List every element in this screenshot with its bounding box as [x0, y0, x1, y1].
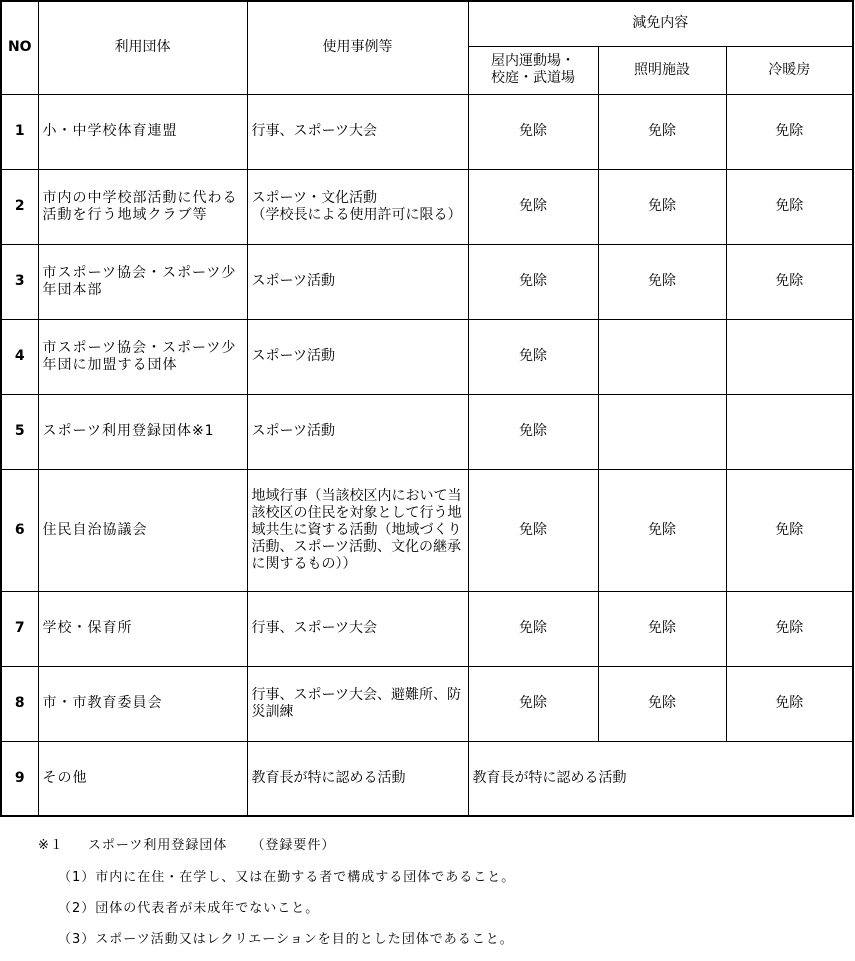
row-lighting-value: 免除	[598, 244, 726, 319]
table-row	[1, 94, 853, 169]
table-row	[1, 469, 853, 591]
row-organization: その他	[38, 741, 247, 816]
row-example: スポーツ・文化活動 （学校長による使用許可に限る）	[247, 169, 468, 244]
footnote-title-text: スポーツ利用登録団体	[87, 838, 228, 853]
row-aircon-value: 免除	[726, 169, 853, 244]
row-lighting-value: 免除	[598, 169, 726, 244]
table-row	[1, 666, 853, 741]
row-lighting-value	[598, 319, 726, 394]
footnote-item: （2）団体の代表者が未成年でないこと。	[58, 901, 320, 916]
table-row	[1, 169, 853, 244]
row-aircon-value: 免除	[726, 469, 853, 591]
row-aircon-value: 免除	[726, 244, 853, 319]
row-organization: スポーツ利用登録団体※1	[38, 394, 247, 469]
row-aircon-value: 免除	[726, 591, 853, 666]
row-lighting-value	[598, 394, 726, 469]
row-example: スポーツ活動	[247, 394, 468, 469]
table-row	[1, 741, 853, 816]
header-facility-indoor-line2: 校庭・武道場	[491, 70, 575, 86]
row-indoor-value: 免除	[468, 94, 598, 169]
row-lighting-value: 免除	[598, 94, 726, 169]
row-no: 3	[1, 244, 38, 319]
row-indoor-value: 免除	[468, 244, 598, 319]
row-example: 行事、スポーツ大会	[247, 94, 468, 169]
footnote-title	[38, 836, 515, 856]
footnote-requirement-label: （登録要件）	[251, 838, 336, 853]
row-no: 8	[1, 666, 38, 741]
table-row	[1, 244, 853, 319]
row-organization: 市スポーツ協会・スポーツ少年団本部	[38, 244, 247, 319]
row-no: 7	[1, 591, 38, 666]
row-example: スポーツ活動	[247, 244, 468, 319]
row-organization: 市・市教育委員会	[38, 666, 247, 741]
row-no: 5	[1, 394, 38, 469]
table-row	[1, 319, 853, 394]
header-exemption: 減免内容	[468, 1, 853, 46]
row-organization: 住民自治協議会	[38, 469, 247, 591]
header-use-examples: 使用事例等	[247, 1, 468, 94]
row-lighting-value: 免除	[598, 469, 726, 591]
row-exemption-span: 教育長が特に認める活動	[468, 741, 853, 816]
row-example: 地域行事（当該校区内において当該校区の住民を対象として行う地域共生に資する活動（地域づくり活動、スポーツ活動、文化の継承に関するもの））	[247, 469, 468, 591]
table-row	[1, 394, 853, 469]
row-example: 行事、スポーツ大会、避難所、防災訓練	[247, 666, 468, 741]
row-aircon-value: 免除	[726, 666, 853, 741]
header-row-1	[1, 1, 853, 46]
row-no: 9	[1, 741, 38, 816]
row-lighting-value: 免除	[598, 666, 726, 741]
header-no: NO	[1, 1, 38, 94]
footnote-item: （1）市内に在住・在学し、又は在勤する者で構成する団体であること。	[58, 870, 516, 885]
footnote-marker: ※１	[38, 838, 64, 853]
row-aircon-value: 免除	[726, 94, 853, 169]
row-no: 1	[1, 94, 38, 169]
row-indoor-value: 免除	[468, 169, 598, 244]
row-example: 行事、スポーツ大会	[247, 591, 468, 666]
row-aircon-value	[726, 319, 853, 394]
header-facility-indoor	[468, 46, 598, 94]
row-indoor-value: 免除	[468, 666, 598, 741]
row-indoor-value: 免除	[468, 319, 598, 394]
header-facility-lighting: 照明施設	[598, 46, 726, 94]
row-example: スポーツ活動	[247, 319, 468, 394]
row-organization: 市内の中学校部活動に代わる活動を行う地域クラブ等	[38, 169, 247, 244]
header-facility-indoor-line1: 屋内運動場・	[491, 53, 575, 69]
row-indoor-value: 免除	[468, 591, 598, 666]
row-example: 教育長が特に認める活動	[247, 741, 468, 816]
header-organization: 利用団体	[38, 1, 247, 94]
table-row	[1, 591, 853, 666]
row-no: 2	[1, 169, 38, 244]
footnotes	[38, 836, 515, 961]
row-indoor-value: 免除	[468, 469, 598, 591]
row-no: 4	[1, 319, 38, 394]
header-facility-aircon: 冷暖房	[726, 46, 853, 94]
row-organization: 市スポーツ協会・スポーツ少年団に加盟する団体	[38, 319, 247, 394]
row-aircon-value	[726, 394, 853, 469]
row-no: 6	[1, 469, 38, 591]
row-lighting-value: 免除	[598, 591, 726, 666]
footnote-item: （3）スポーツ活動又はレクリエーションを目的とした団体であること。	[58, 932, 514, 947]
row-organization: 学校・保育所	[38, 591, 247, 666]
row-indoor-value: 免除	[468, 394, 598, 469]
row-organization: 小・中学校体育連盟	[38, 94, 247, 169]
